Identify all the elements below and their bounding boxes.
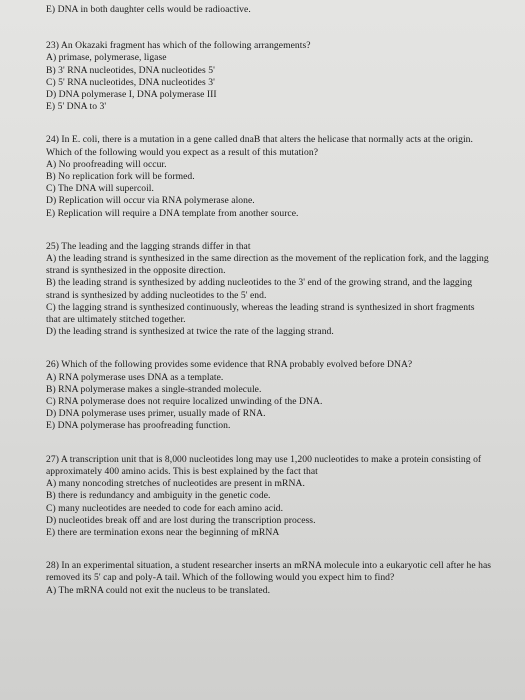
option-b: B) RNA polymerase makes a single-stranded molecule. [46, 383, 262, 395]
option-a: A) No proofreading will occur. [46, 158, 167, 170]
question-stem: 23) An Okazaki fragment has which of the following arrangements? [46, 40, 311, 52]
option-d: D) DNA polymerase I, DNA polymerase III [46, 89, 217, 101]
option-d: D) the leading strand is synthesized at twice the rate of the lagging strand. [46, 326, 334, 338]
question-stem: 28) In an experimental situation, a student researcher inserts an mRNA molecule into a eukaryotic cell after he has removed its 5' cap and poly-A tail. Which of the following would you expect him to find? [46, 560, 492, 584]
option-c: C) RNA polymerase does not require localized unwinding of the DNA. [46, 396, 323, 408]
option-c: C) the lagging strand is synthesized continuously, whereas the leading strand is synthesized in short fragments that are ultimately stitched together. [46, 301, 475, 326]
option-b: B) No replication fork will be formed. [46, 171, 195, 183]
carryover-answer-line: E) DNA in both daughter cells would be radioactive. [46, 4, 251, 15]
option-a: A) The mRNA could not exit the nucleus to be translated. [46, 584, 271, 596]
option-d: D) Replication will occur via RNA polymerase alone. [46, 195, 255, 207]
option-c: C) many nucleotides are needed to code for each amino acid. [46, 502, 284, 514]
question-stem: 24) In E. coli, there is a mutation in a gene called dnaB that alters the helicase that normally acts at the origin. Which of the following would you expect as a result of this mutation? [46, 134, 473, 158]
option-list [46, 253, 489, 338]
option-e: E) Replication will require a DNA template from another source. [46, 207, 299, 219]
option-list [46, 52, 495, 113]
question-25 [46, 241, 495, 339]
option-b: B) there is redundancy and ambiguity in the genetic code. [46, 490, 271, 502]
question-28 [46, 560, 495, 597]
question-stem: 25) The leading and the lagging strands differ in that [46, 240, 251, 252]
option-list [46, 159, 495, 220]
option-c: C) 5' RNA nucleotides, DNA nucleotides 3' [46, 76, 215, 88]
option-list [46, 372, 495, 433]
option-e: E) DNA polymerase has proofreading function. [46, 420, 231, 432]
option-a: A) the leading strand is synthesized in the same direction as the movement of the replication fork, and the lagging strand is synthesized in the opposite direction. [46, 253, 489, 277]
question-stem: 26) Which of the following provides some evidence that RNA probably evolved before DNA? [46, 359, 413, 371]
option-list [46, 478, 495, 539]
question-24 [46, 134, 495, 219]
option-b: B) the leading strand is synthesized by adding nucleotides to the 3' end of the growing strand, and the lagging strand is synthesized by adding nucleotides to the 5' end. [46, 277, 473, 301]
question-23 [46, 40, 495, 113]
option-c: C) The DNA will supercoil. [46, 183, 154, 195]
option-d: D) DNA polymerase uses primer, usually made of RNA. [46, 408, 266, 420]
question-stem: 27) A transcription unit that is 8,000 nucleotides long may use 1,200 nucleotides to make a protein consisting of approximately 400 amino acids. This is best explained by the fact that [46, 453, 482, 477]
option-e: E) 5' DNA to 3' [46, 101, 107, 113]
option-a: A) RNA polymerase uses DNA as a template. [46, 371, 224, 383]
option-e: E) there are termination exons near the beginning of mRNA [46, 526, 280, 538]
question-27 [46, 454, 495, 539]
option-list [46, 585, 495, 597]
option-b: B) 3' RNA nucleotides, DNA nucleotides 5' [46, 64, 215, 76]
option-a: A) primase, polymerase, ligase [46, 52, 167, 64]
option-a: A) many noncoding stretches of nucleotides are present in mRNA. [46, 478, 305, 490]
option-d: D) nucleotides break off and are lost during the transcription process. [46, 514, 316, 526]
question-26 [46, 359, 495, 432]
